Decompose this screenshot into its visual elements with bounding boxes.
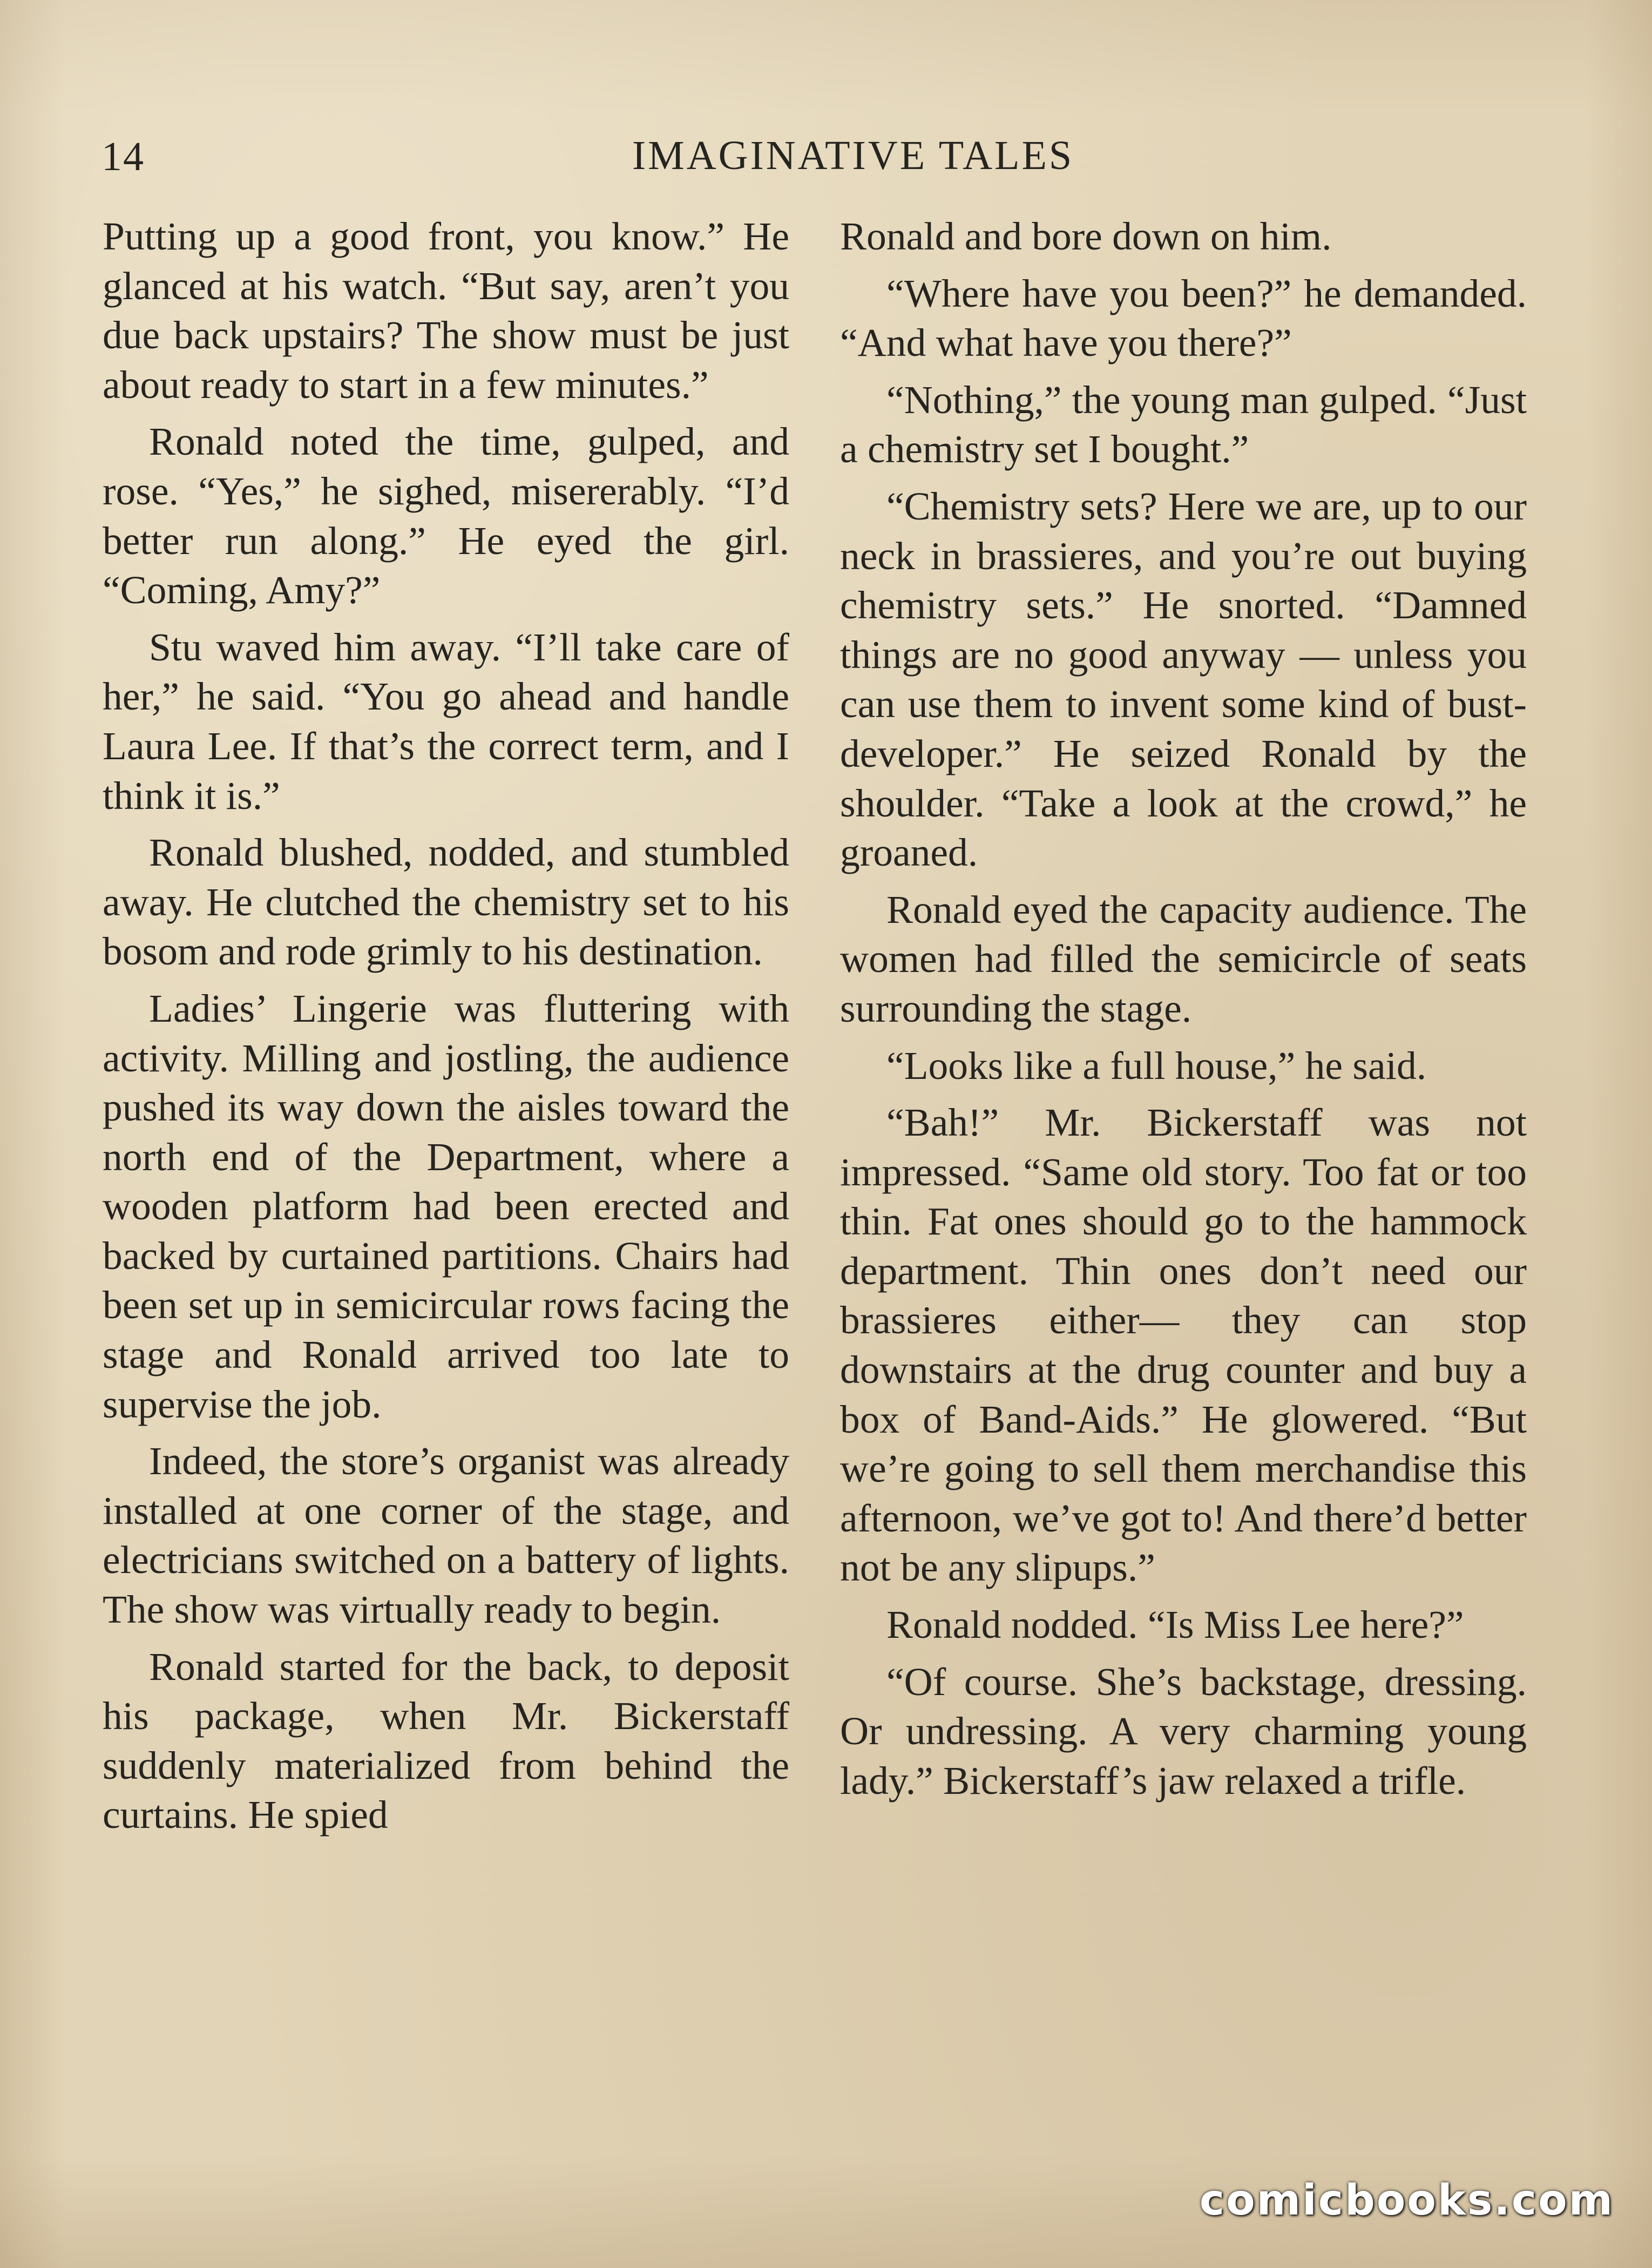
- right-column: [840, 212, 1527, 1813]
- paragraph: Ladies’ Lingerie was fluttering with activity. Milling and jostling, the audience pushed its way down the aisles toward the north end of the Department, where a wooden platform had been erected and backed by curtained partitions. Chairs had been set up in semicircular rows facing the stage and Ronald arrived too late to supervise the job.: [103, 986, 789, 1426]
- paragraph: Ronald started for the back, to deposit his package, when Mr. Bickerstaff suddenly materialized from behind the curtains. He spied: [103, 1644, 789, 1837]
- paragraph: “Looks like a full house,” he said.: [886, 1043, 1427, 1088]
- paragraph: Ronald blushed, nodded, and stumbled away. He clutched the chemistry set to his bosom and rode grimly to his destination.: [103, 831, 789, 974]
- paragraph: “Where have you been?” he demanded. “And what have you there?”: [840, 271, 1527, 365]
- paragraph: “Chemistry sets? Here we are, up to our neck in brassieres, and you’re out buying chemistry sets.” He snorted. “Damned things are no good anyway — unless you can use them to invent some kind of bust-developer.” He seized Ronald by the shoulder. “Take a look at the crowd,” he groaned.: [840, 484, 1527, 875]
- paragraph: Ronald noted the time, gulped, and rose. “Yes,” he sighed, misererably. “I’d better run along.” He eyed the girl. “Coming, Amy?”: [103, 420, 789, 612]
- paragraph: “Of course. She’s backstage, dressing. Or undressing. A very charming young lady.” Bickerstaff’s jaw relaxed a trifle.: [840, 1659, 1527, 1803]
- paragraph: Ronald eyed the capacity audience. The women had filled the semicircle of seats surrounding the stage.: [840, 887, 1527, 1030]
- paragraph: “Bah!” Mr. Bickerstaff was not impressed. “Same old story. Too fat or too thin. Fat ones should go to the hammock department. Thin ones don’t need our brassieres either— they can stop downstairs at the drug counter and buy a box of Band-Aids.” He glowered. “But we’re going to sell them merchandise this afternoon, we’ve got to! And there’d better not be any slipups.”: [840, 1101, 1527, 1590]
- page-number: 14: [101, 134, 145, 179]
- paragraph: “Nothing,” the young man gulped. “Just a chemistry set I bought.”: [840, 377, 1527, 471]
- paragraph: Indeed, the store’s organist was already installed at one corner of the stage, and electricians switched on a battery of lights. The show was virtually ready to begin.: [103, 1439, 789, 1632]
- paragraph: Stu waved him away. “I’ll take care of her,” he said. “You go ahead and handle Laura Lee. If that’s the correct term, and I think it is.”: [103, 625, 789, 818]
- watermark: comicbooks.com: [1199, 2176, 1614, 2225]
- paragraph: Putting up a good front, you know.” He glanced at his watch. “But say, aren’t you due back upstairs? The show must be just about ready to start in a few minutes.”: [103, 214, 789, 407]
- paragraph: Ronald nodded. “Is Miss Lee here?”: [886, 1603, 1464, 1647]
- left-column: [103, 212, 789, 1847]
- paragraph: Ronald and bore down on him.: [840, 214, 1332, 258]
- running-head: IMAGINATIVE TALES: [632, 133, 1074, 178]
